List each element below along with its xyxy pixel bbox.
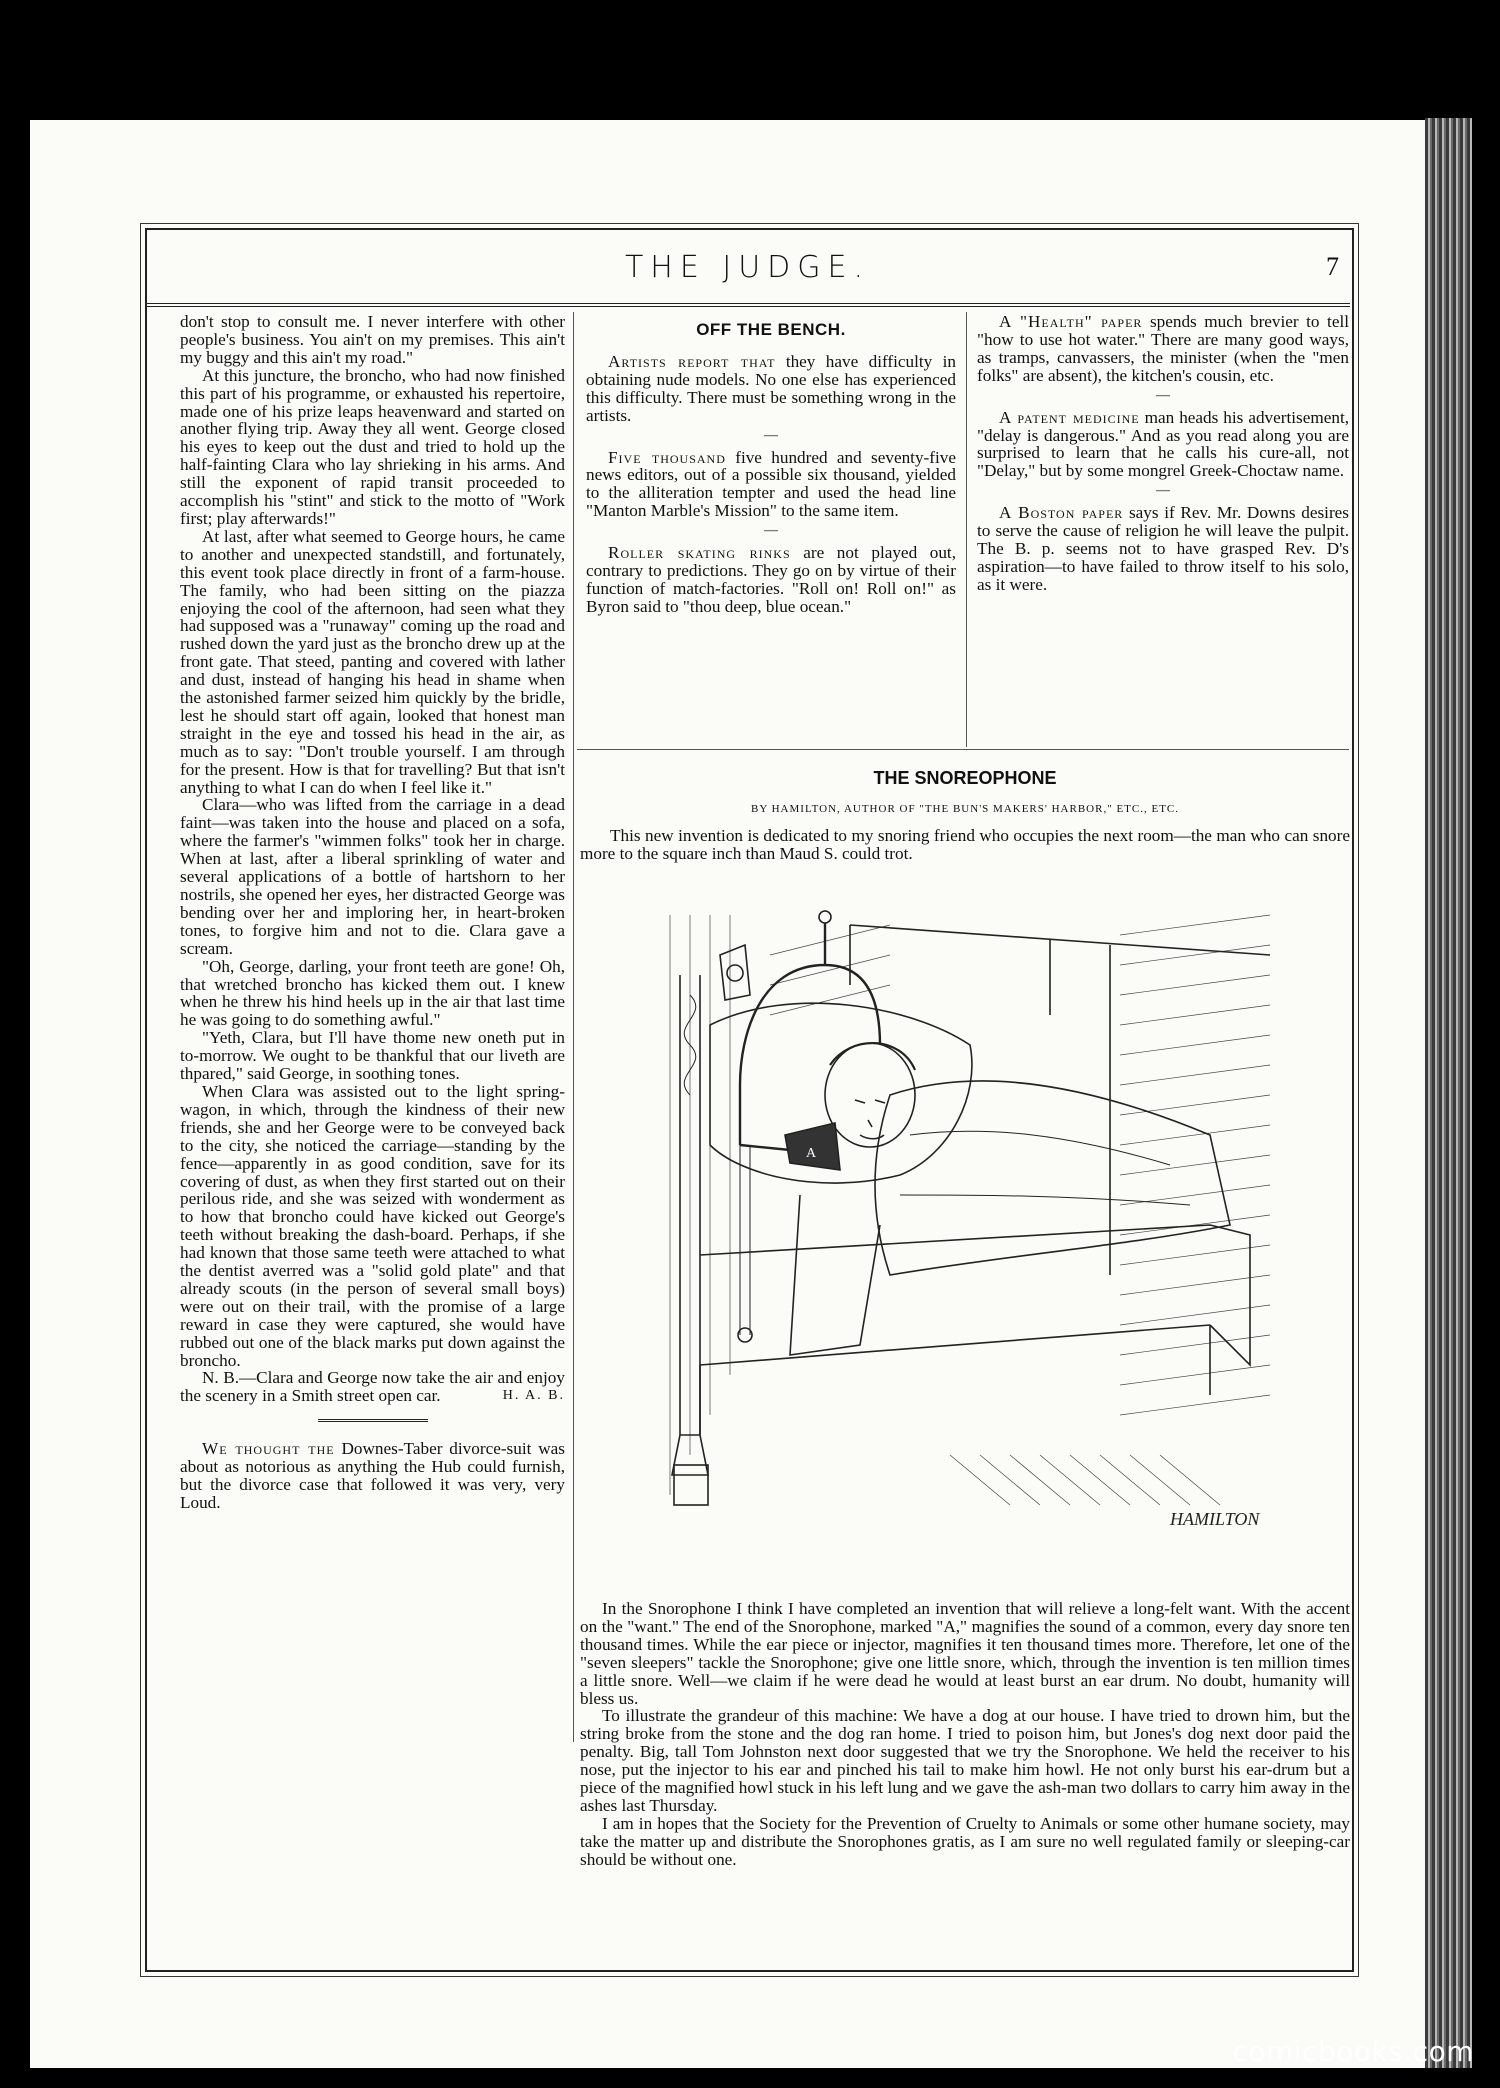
lead-words: A Boston paper [999,503,1124,523]
article-byline: BY HAMILTON, AUTHOR OF "THE BUN'S MAKERS' HARBOR," ETC., ETC. [750,803,1179,815]
paragraph: "Yeth, Clara, but I'll have thome new oneth put in to-morrow. We ought to be thankful that our liveth are thpared," said George, in soothing tones. [180,1028,565,1084]
paragraph-text: are not played out, contrary to predictions. They go on by virtue of their function of match-factories. "Roll on! Roll on!" as Byron said to "thou deep, blue ocean." [586,543,957,616]
paragraph: At this juncture, the broncho, who had now finished this part of his programme, or exhausted his repertoire, made one of his prize leaps heavenward and started on another flying trip. Away they all went. George closed his eyes to keep out the dust and tried to hold up the half-fainting Clara who lay shrieking in his arms. And still the exponent of rapid transit proceeded to accomplish his "stint" and stick to the motto of "Work first; play afterwards!" [180,365,565,528]
paragraph [977,409,1349,481]
section-divider [577,749,1349,750]
lead-words: We thought the [202,1439,335,1459]
paragraph-text: Downes-Taber divorce-suit was about as notorious as anything the Hub could furnish, but the divorce case that followed it was very, very Loud. [180,1439,565,1512]
paragraph: I am in hopes that the Society for the Prevention of Cruelty to Animals or some other humane society, may take the matter up and distribute the Snorophones gratis, as I am sure no well regulated family or sleeping-car should be without one. [580,1813,1350,1869]
column-story-continued [180,313,565,1512]
paragraph: "Oh, George, darling, your front teeth are gone! Oh, that wretched broncho has kicked them out. I knew when he threw his hind heels up in the air that last time he was going to do something awful." [180,956,565,1030]
paragraph [977,313,1349,385]
article-title: THE SNOREOPHONE [873,768,1057,788]
paragraph: To illustrate the grandeur of this machine: We have a dog at our house. I have tried to drown him, but the string broke from the stone and the dog ran home. I tried to poison him, but Jones's dog next door paid the penalty. Big, tall Tom Johnston next door suggested that we try the Snorophone. We held the receiver to his nose, put the injector to his ear and pinched his tail to make him howl. He not only burst his ear-drum but a piece of the magnified howl stuck in his left lung and we gave the ash-man two dollars to carry him away in the ashes last Thursday. [580,1706,1350,1815]
lead-words: A patent medicine [999,407,1140,427]
paragraph-text: man heads his advertisement, "delay is dangerous." And as you read along you are surprised to learn that he calls his cure-all, not "Delay," but by some mongrel Greek-Choctaw name. [977,407,1350,481]
masthead-rule [147,303,1350,307]
lead-words: A "Health" paper [999,312,1143,331]
separator-dash: — [764,523,778,539]
paragraph [586,353,956,425]
lead-words: Five thousand [608,447,726,467]
column-divider [573,312,574,1742]
article-body [580,1600,1350,1869]
lead-words: Roller skating rinks [608,543,791,563]
separator-dash: — [1156,387,1170,403]
paragraph: don't stop to consult me. I never interfere with other people's business. You ain't on my premises. This ain't my buggy and this ain't my road." [180,312,565,367]
paragraph: When Clara was assisted out to the light spring-wagon, in which, through the kindness of their new friends, she and her George were to be conveyed back to the city, she noticed the carriage—standing by the fence—apparently in as good condition, save for its covering of dust, as when they first started out on their perilous ride, and she was seized with wonderment as to how that broncho could have kicked out George's teeth without breaking the dash-board. Perhaps, if she had known that those same teeth were attached to what the dentist averred was a "solid gold plate" and that already scouts (in the person of several small boys) were out on their trail, with the promise of a large reward in case they were captured, she would have rubbed out one of the black marks put down against the broncho. [180,1081,565,1370]
watermark: comicbooks.com [1232,2035,1474,2068]
paragraph [180,1369,565,1405]
tube-label: A [806,1146,817,1161]
page-stack-edge [1425,118,1472,2068]
column-off-the-bench [586,313,956,616]
scan-border [0,0,30,2088]
masthead-title: THE JUDGE. [624,250,871,285]
page-number: 7 [1326,252,1339,281]
paragraph: At last, after what seemed to George hours, he came to another and unexpected standstill, and fortunately, this event took place directly in front of a farm-house. The family, who had been sitting on the piazza enjoying the cool of the afternoon, had seen what they had supposed was a "runaway" coming up the road and rushed down the yard just as the broncho drew up at the front gate. That steed, panting and covered with lather and dust, instead of hanging his head in shame when the astonished farmer seized him quickly by the bridle, lest he should start off again, looked that honest man straight in the eye and tossed his head in the air, as much as to say: "Don't trouble yourself. I am through for the present. How is that for travelling? But that isn't anything to what I can do when I feel like it." [180,526,565,797]
paragraph-text: they have difficulty in obtaining nude models. No one else has experienced this difficulty. There must be something wrong in the artists. [586,351,957,425]
section-title: OFF THE BENCH. [696,320,846,339]
separator-dash: — [764,427,778,443]
lead-words: Artists report that [608,351,776,371]
paragraph [586,544,956,616]
paragraph-text: spends much brevier to tell "how to use hot water." There are many good ways, as tramps, canvassers, the minister (when the "men folks" are absent), the kitchen's cousin, etc. [977,312,1350,385]
snoreophone-illustration [650,895,1290,1555]
paragraph: In the Snorophone I think I have completed an invention that will relieve a long-felt want. With the accent on the "want." The end of the Snorophone, marked "A," magnifies the sound of a common, every day snore ten thousand times. While the ear piece or injector, magnifies it ten thousand times more. Therefore, let one of the "seven sleepers" tackle the Snorophone; give one little snore, which, through the invention is ten million times a little snore. Well—we claim if he were dead he would at least burst an ear drum. No doubt, humanity will bless us. [580,1599,1350,1708]
article-intro: This new invention is dedicated to my snoring friend who occupies the next room—the man who can snore more to the square inch than Maud S. could trot. [580,826,1350,863]
signature: H. A. B. [502,1388,565,1404]
snoreophone-article [580,760,1350,863]
separator-dash: — [1156,483,1170,499]
paragraph [180,1440,565,1512]
artist-signature: HAMILTON [1170,1509,1260,1529]
nb-text: N. B.—Clara and George now take the air and enjoy the scenery in a Smith street open car. [180,1368,565,1406]
paragraph-text: says if Rev. Mr. Downs desires to serve the cause of religion he will leave the pulpit. The B. p. seems not to have grasped Rev. D's aspiration—to have failed to throw itself to his solo, as it were. [977,503,1350,594]
paragraph [977,504,1349,594]
paragraph-text: five hundred and seventy-five news editors, out of a possible six thousand, yielded to the alliteration tempter and used the head line "Manton Marble's Mission" to the same item. [586,447,956,521]
column-divider [966,312,967,747]
column-notes [977,313,1349,594]
paragraph: Clara—who was lifted from the carriage in a dead faint—was taken into the house and placed on a sofa, where the farmer's "wimmen folks" took her in charge. When at last, after a liberal sprinkling of water and several applications of a bottle of hartshorn to her nostrils, she opened her eyes, her distracted George was bending over her and imploring her, in heart-broken tones, to forgive him and not to die. Clara gave a scream. [180,795,565,958]
paragraph [586,449,956,521]
section-rule [318,1419,428,1422]
